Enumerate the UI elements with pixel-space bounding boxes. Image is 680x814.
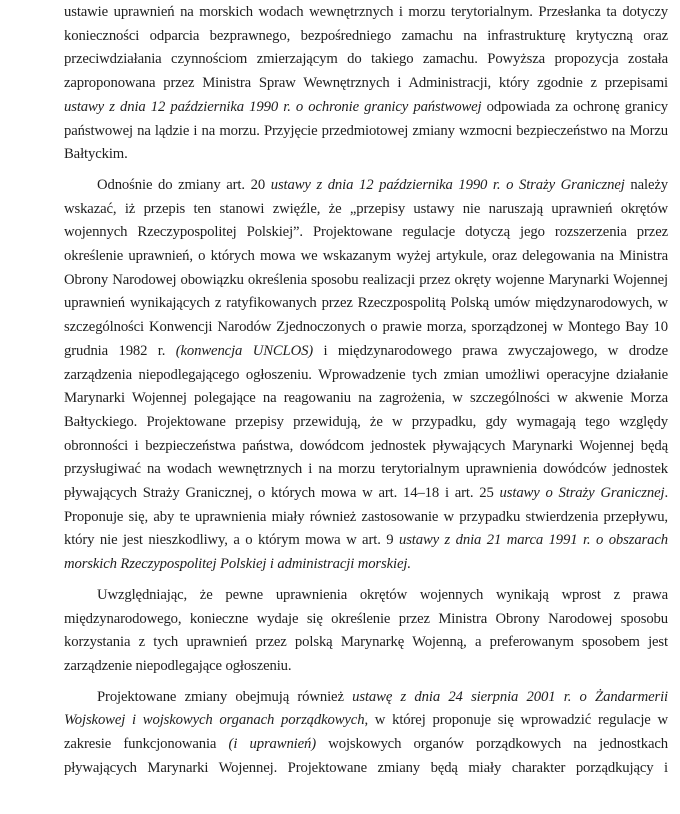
italic-text-run: ustawy o Straży Granicznej	[499, 485, 665, 502]
paragraph-art-20-straz-graniczna	[64, 174, 668, 577]
italic-text-run: (i uprawnień)	[228, 736, 317, 753]
text-run: , w której proponuje się wprowadzić regulacje w zakresie funkcjonowania	[64, 712, 668, 753]
text-run: . Proponuje się, aby te uprawnienia miały również zastosowanie w przypadku stwierdzenia przepływu, który nie jest nieszkodliwy, a o którym mowa w art. 9	[64, 485, 668, 549]
text-run: należy wskazać, iż przepis ten stanowi zwięźle, że „przepisy ustawy nie naruszają uprawnień okrętów wojennych Rzeczypospolitej Polskiej”. Projektowane regulacje dotyczą jego rozszerzenia przez określenie uprawnień, o których mowa we wskazanym wyżej artykule, oraz delegowania na Ministra Obrony Narodowej obowiązku określenia sposobu realizacji przez okręty wojenne Marynarki Wojennej uprawnień wynikających z ratyfikowanych przez Rzeczpospolitą Polską umów międzynarodowych, w szczególności Konwencji Narodów Zjednoczonych o prawie morza, sporządzonej w Montego Bay 10 grudnia 1982 r.	[64, 176, 668, 359]
paragraph-continuation-border-protection	[64, 1, 668, 167]
paragraph-uprawnienia-okretow	[64, 584, 668, 679]
italic-text-run: ustawy z dnia 12 października 1990 r. o Straży Granicznej	[270, 176, 625, 193]
italic-text-run: ustawy z dnia 12 października 1990 r. o ochronie granicy państwowej	[64, 98, 482, 115]
text-run: ustawie uprawnień na morskich wodach wewnętrznych i morzu terytorialnym. Przesłanka ta dotyczy konieczności odparcia bezprawnego, bezpośredniego zamachu na infrastrukturę krytyczną oraz przeciwdziałania czynnościom zmierzającym do takiego zamachu. Powyższa propozycja została zaproponowana przez Ministra Spraw Wewnętrznych i Administracji, który zgodnie z przepisami	[64, 4, 668, 92]
text-run: odpowiada za ochronę granicy państwowej na lądzie i na morzu. Przyjęcie przedmiotowej zmiany wzmocni bezpieczeństwo na Morzu Bałtyckim.	[64, 98, 668, 163]
text-run: Uwzględniając, że pewne uprawnienia okrętów wojennych wynikają wprost z prawa międzynarodowego, konieczne wydaje się określenie przez Ministra Obrony Narodowej sposobu korzystania z tych uprawnień przez polską Marynarkę Wojenną, a preferowanym sposobem jest zarządzenie niepodlegające ogłoszeniu.	[64, 586, 668, 674]
paragraph-zandarmeria-wojskowa	[64, 686, 668, 781]
text-run: wojskowych organów porządkowych na jednostkach pływających Marynarki Wojennej. Projektowane zmiany będą miały charakter porządkujący i	[64, 736, 668, 776]
italic-text-run: (konwencja UNCLOS)	[175, 342, 314, 359]
text-run: Odnośnie do zmiany art. 20	[97, 176, 271, 193]
text-run: Projektowane zmiany obejmują również	[97, 688, 353, 705]
italic-text-run: ustawę z dnia 24 sierpnia 2001 r. o Żandarmerii Wojskowej i wojskowych organach porządkowych	[64, 688, 668, 729]
italic-text-run: ustawy z dnia 21 marca 1991 r. o obszarach morskich Rzeczypospolitej Polskiej i administracji morskiej.	[64, 532, 669, 573]
text-run: i międzynarodowego prawa zwyczajowego, w drodze zarządzenia niepodlegającego ogłoszeniu. Wprowadzenie tych zmian umożliwi operacyjne działanie Marynarki Wojennej polegające na reagowaniu na zagrożenia, w szczególności w akwenie Morza Bałtyckiego. Projektowane przepisy przewidują, że w przypadku, gdy wymagają tego względy obronności i bezpieczeństwa państwa, dowódcom jednostek pływających Marynarki Wojennej będą przysługiwać na wodach wewnętrznych i na morzu terytorialnym uprawnienia dowódców jednostek pływających Straży Granicznej, o których mowa w art. 14–18 i art. 25	[64, 342, 668, 502]
